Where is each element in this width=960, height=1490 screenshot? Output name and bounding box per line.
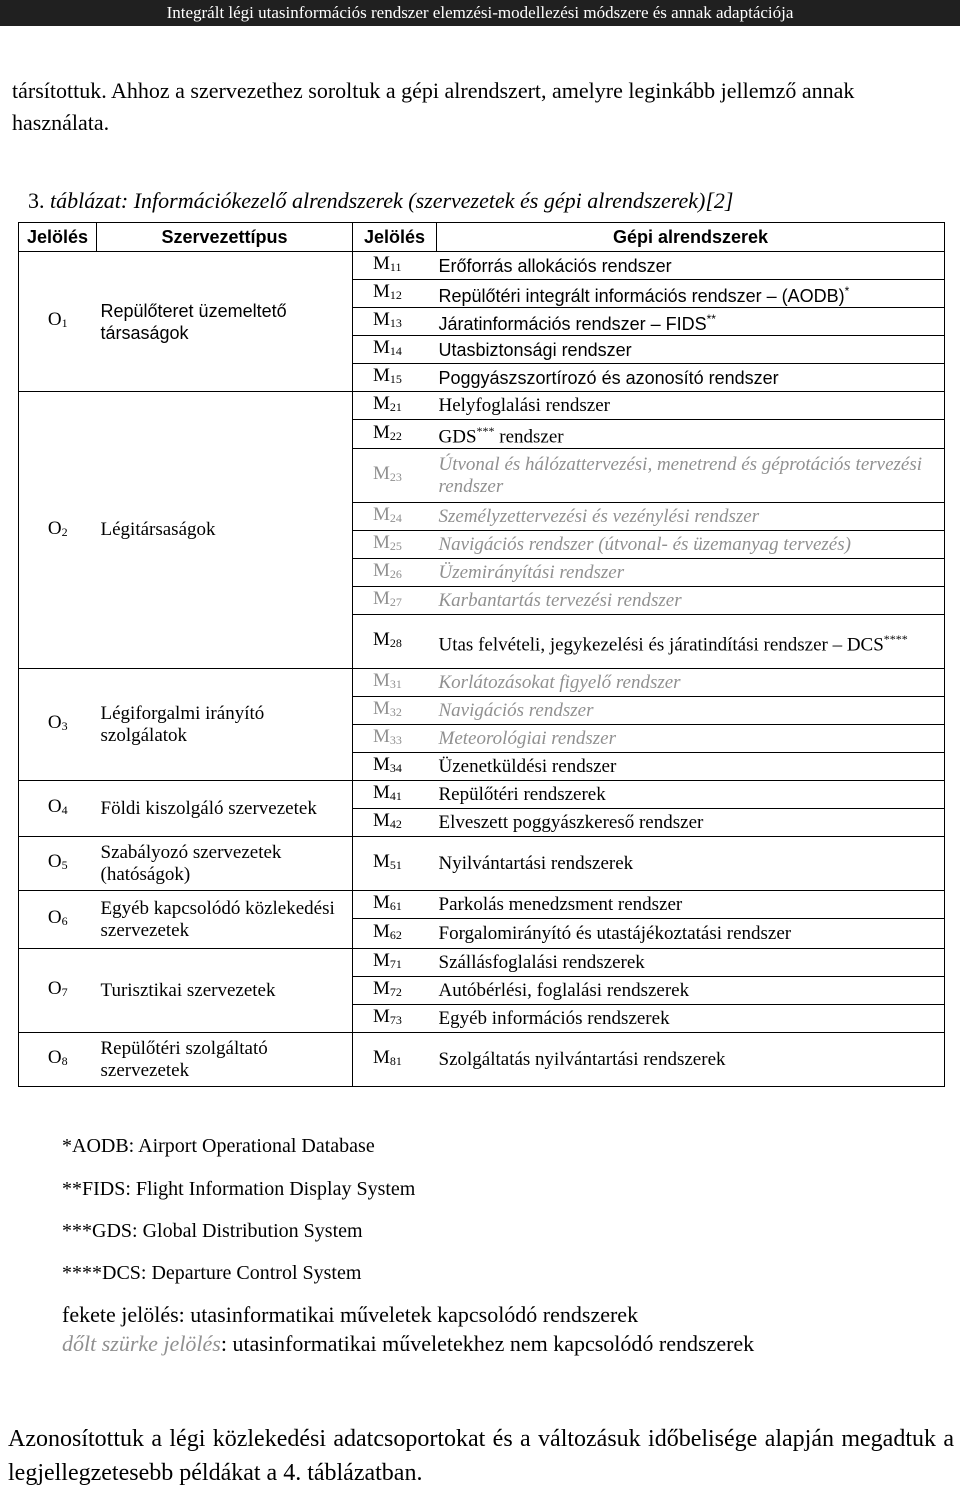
system-code-cell (353, 392, 437, 420)
system-code: M (373, 950, 390, 972)
table-header-row (19, 223, 945, 252)
system-code-cell (353, 837, 437, 891)
system-name-suffix: rendszer (494, 426, 564, 448)
system-name-cell (437, 615, 945, 669)
system-name-cell (437, 308, 945, 336)
org-type-name: Légitársaságok (100, 519, 216, 541)
system-code-cell (353, 280, 437, 308)
system-code-subscript: 15 (389, 372, 402, 386)
org-id: O (47, 851, 62, 873)
system-name: Járatinformációs rendszer – FIDS (438, 314, 707, 334)
system-name-cell (437, 753, 945, 781)
org-type-cell (97, 891, 353, 949)
system-code: M (373, 978, 390, 1000)
system-code-cell (353, 587, 437, 615)
system-name-cell (437, 697, 945, 725)
system-name-cell (437, 669, 945, 697)
table-caption (28, 186, 733, 216)
system-code-subscript: 41 (389, 789, 402, 804)
org-id-subscript: 2 (61, 524, 68, 539)
table-row (19, 949, 945, 977)
org-type-cell (97, 252, 353, 392)
header-jeloles-2: Jelölés (353, 223, 437, 252)
system-code-subscript: 27 (389, 595, 402, 610)
system-code-subscript: 25 (389, 539, 402, 554)
footnote-marker: *** (476, 424, 495, 438)
system-code: M (373, 1006, 390, 1028)
org-id-subscript: 8 (61, 1054, 68, 1069)
system-code-cell (353, 781, 437, 809)
org-type-cell (97, 837, 353, 891)
org-id: O (47, 796, 62, 818)
org-id-cell (19, 669, 97, 781)
footnote-1: *AODB: Airport Operational Database (62, 1135, 375, 1157)
legend-gray-text: : utasinformatikai műveletekhez nem kapcsolódó rendszerek (220, 1331, 755, 1356)
header-gepi-alrendszerek: Gépi alrendszerek (437, 223, 945, 252)
org-id-subscript: 6 (61, 914, 68, 929)
system-code: M (373, 754, 390, 776)
footnote-3: ***GDS: Global Distribution System (62, 1220, 363, 1242)
system-code-cell (353, 503, 437, 531)
system-code-subscript: 32 (389, 705, 402, 720)
header-szervezettipus: Szervezettípus (97, 223, 353, 252)
system-name: Szállásfoglalási rendszerek (438, 951, 645, 973)
system-name-cell (437, 837, 945, 891)
org-type-name: Turisztikai szervezetek (100, 979, 276, 1001)
system-name: Egyéb információs rendszerek (438, 1007, 670, 1029)
system-code-subscript: 26 (389, 567, 402, 582)
system-code: M (373, 851, 390, 873)
table-row (19, 837, 945, 891)
org-type-name: Egyéb kapcsolódó közlekedési szervezetek (100, 897, 335, 941)
system-name: Korlátozásokat figyelő rendszer (438, 671, 681, 693)
system-code-cell (353, 809, 437, 837)
org-id: O (47, 1047, 62, 1069)
caption-text: táblázat: Információkezelő alrendszerek (szervezetek és gépi alrendszerek)[2] (50, 188, 734, 213)
system-code: M (373, 782, 390, 804)
system-name-cell (437, 809, 945, 837)
system-name: GDS (438, 426, 477, 448)
system-code: M (373, 698, 390, 720)
system-code-subscript: 31 (389, 677, 402, 692)
system-name: Repülőtéri integrált információs rendszer – (AODB) (438, 286, 845, 306)
system-code-cell (353, 977, 437, 1005)
system-code-cell (353, 753, 437, 781)
running-header: Integrált légi utasinformációs rendszer elemzési-modellezési módszere és annak adaptációja (0, 0, 960, 26)
system-name-cell (437, 919, 945, 949)
system-name-cell (437, 949, 945, 977)
system-code-subscript: 22 (389, 428, 402, 443)
footnote-2: **FIDS: Flight Information Display System (62, 1178, 416, 1200)
org-id: O (47, 517, 62, 539)
org-id-subscript: 3 (61, 719, 68, 734)
system-code-cell (353, 1033, 437, 1087)
system-code: M (373, 504, 390, 526)
system-code-cell (353, 559, 437, 587)
legend-black (62, 1301, 638, 1329)
system-name: Repülőtéri rendszerek (438, 783, 606, 805)
header-jeloles-1: Jelölés (19, 223, 97, 252)
system-code: M (373, 670, 390, 692)
caption-number: 3. (28, 188, 45, 213)
system-code-subscript: 34 (389, 761, 402, 776)
footnote-marker: ** (706, 312, 716, 326)
system-code: M (373, 309, 390, 330)
org-id-cell (19, 252, 97, 392)
org-type-cell (97, 949, 353, 1033)
system-code-subscript: 61 (389, 899, 402, 914)
org-id: O (47, 907, 62, 929)
subsystems-table (18, 222, 945, 1087)
org-id-cell (19, 781, 97, 837)
system-name: Poggyászszortírozó és azonosító rendszer (438, 367, 779, 388)
system-code: M (373, 281, 390, 302)
org-id-subscript: 5 (61, 858, 68, 873)
table-row (19, 252, 945, 280)
footnote-marker: **** (883, 631, 908, 646)
system-code: M (373, 892, 390, 914)
system-code-cell (353, 449, 437, 503)
system-name: Navigációs rendszer (438, 699, 594, 721)
system-code-subscript: 73 (389, 1013, 402, 1028)
org-id: O (47, 309, 62, 330)
footnote-marker: * (844, 284, 850, 298)
system-code-cell (353, 308, 437, 336)
system-name-cell (437, 891, 945, 919)
org-id-subscript: 1 (61, 316, 68, 330)
system-code: M (373, 393, 390, 414)
system-name-cell (437, 449, 945, 503)
system-code-cell (353, 420, 437, 449)
system-name-cell (437, 1005, 945, 1033)
legend-black-text: : utasinformatikai műveletek kapcsolódó rendszerek (178, 1302, 639, 1327)
system-name-cell (437, 725, 945, 753)
system-code-subscript: 28 (389, 636, 402, 651)
system-code-cell (353, 669, 437, 697)
org-id-cell (19, 949, 97, 1033)
system-name: Személyzettervezési és vezénylési rendszer (438, 505, 760, 527)
system-code-cell (353, 364, 437, 392)
system-code-subscript: 13 (389, 316, 402, 330)
system-code-subscript: 14 (389, 344, 402, 358)
system-code: M (373, 588, 390, 610)
system-code-subscript: 42 (389, 817, 402, 832)
org-id-subscript: 4 (61, 803, 68, 818)
org-id: O (47, 978, 62, 1000)
system-name-cell (437, 559, 945, 587)
system-code-subscript: 81 (389, 1054, 402, 1069)
system-code: M (373, 253, 390, 274)
system-name-cell (437, 781, 945, 809)
system-name: Üzemirányítási rendszer (438, 561, 625, 583)
system-name: Útvonal és hálózattervezési, menetrend és géprotációs tervezési rendszer (438, 453, 923, 497)
system-code-subscript: 71 (389, 957, 402, 972)
table-row (19, 1033, 945, 1087)
system-code-subscript: 72 (389, 985, 402, 1000)
system-name-cell (437, 280, 945, 308)
system-name: Forgalomirányító és utastájékoztatási rendszer (438, 922, 792, 944)
org-id-cell (19, 837, 97, 891)
system-name: Nyilvántartási rendszerek (438, 852, 634, 874)
system-code-cell (353, 891, 437, 919)
org-id: O (47, 712, 62, 734)
system-code-cell (353, 919, 437, 949)
closing-paragraph: Azonosítottuk a légi közlekedési adatcsoportokat és a változásuk időbelisége alapján megadtuk a legjellegzetesebb példákat a 4. táblázatban. (8, 1426, 954, 1486)
org-type-name: Repülőtéri szolgáltató szervezetek (100, 1037, 268, 1081)
org-type-cell (97, 392, 353, 669)
system-name: Elveszett poggyászkereső rendszer (438, 811, 704, 833)
system-name: Utasbiztonsági rendszer (438, 339, 632, 360)
system-name: Parkolás menedzsment rendszer (438, 893, 683, 915)
system-name-cell (437, 392, 945, 420)
system-code-subscript: 24 (389, 511, 402, 526)
system-code-cell (353, 615, 437, 669)
system-code-subscript: 51 (389, 858, 402, 873)
system-code-subscript: 21 (389, 400, 402, 414)
system-code: M (373, 365, 390, 386)
system-name: Autóbérlési, foglalási rendszerek (438, 979, 690, 1001)
system-code-cell (353, 949, 437, 977)
system-name: Helyfoglalási rendszer (438, 394, 610, 416)
system-code: M (373, 726, 390, 748)
system-name: Üzenetküldési rendszer (438, 755, 617, 777)
org-type-name: Szabályozó szervezetek (hatóságok) (100, 841, 282, 885)
intro-paragraph: társítottuk. Ahhoz a szervezethez soroltuk a gépi alrendszert, amelyre leginkább jellemző annak használata. (12, 78, 855, 135)
org-type-cell (97, 1033, 353, 1087)
system-name: Utas felvételi, jegykezelési és járatindítási rendszer – DCS (438, 633, 884, 655)
system-code: M (373, 810, 390, 832)
system-name-cell (437, 1033, 945, 1087)
table-row (19, 669, 945, 697)
org-type-name: Földi kiszolgáló szervezetek (100, 797, 317, 819)
system-code-subscript: 62 (389, 928, 402, 943)
system-name-cell (437, 336, 945, 364)
system-code-cell (353, 697, 437, 725)
system-code-subscript: 12 (389, 288, 402, 302)
legend-gray-label: dőlt szürke jelölés (62, 1331, 221, 1356)
system-code-subscript: 11 (389, 260, 402, 274)
system-code-cell (353, 531, 437, 559)
system-name: Szolgáltatás nyilvántartási rendszerek (438, 1048, 726, 1070)
system-code: M (373, 421, 390, 443)
system-name-cell (437, 503, 945, 531)
footnote-4: ****DCS: Departure Control System (62, 1262, 362, 1284)
org-id-cell (19, 1033, 97, 1087)
system-name: Karbantartás tervezési rendszer (438, 589, 682, 611)
table-row (19, 781, 945, 809)
system-code: M (373, 921, 390, 943)
system-code-subscript: 23 (389, 470, 402, 485)
org-id-cell (19, 891, 97, 949)
system-name-cell (437, 420, 945, 449)
system-code: M (373, 629, 390, 651)
table-row (19, 891, 945, 919)
legend-black-label: fekete jelölés (62, 1302, 179, 1327)
system-name: Navigációs rendszer (útvonal- és üzemanyag tervezés) (438, 533, 851, 555)
org-id-cell (19, 392, 97, 669)
system-code: M (373, 1047, 390, 1069)
system-name-cell (437, 587, 945, 615)
system-name-cell (437, 364, 945, 392)
system-code-cell (353, 252, 437, 280)
system-code-cell (353, 336, 437, 364)
system-code-cell (353, 725, 437, 753)
table-row (19, 392, 945, 420)
legend-gray (62, 1330, 754, 1358)
system-name-cell (437, 531, 945, 559)
system-name: Meteorológiai rendszer (438, 727, 616, 749)
org-type-cell (97, 669, 353, 781)
system-name-cell (437, 252, 945, 280)
system-name: Erőforrás allokációs rendszer (438, 255, 672, 276)
system-code: M (373, 560, 390, 582)
system-name-cell (437, 977, 945, 1005)
system-code: M (373, 532, 390, 554)
system-code-cell (353, 1005, 437, 1033)
system-code-subscript: 33 (389, 733, 402, 748)
org-type-name: Repülőteret üzemeltető társaságok (100, 300, 287, 343)
org-type-cell (97, 781, 353, 837)
system-code: M (373, 463, 390, 485)
org-type-name: Légiforgalmi irányító szolgálatok (100, 702, 265, 746)
org-id-subscript: 7 (61, 985, 68, 1000)
system-code: M (373, 337, 390, 358)
